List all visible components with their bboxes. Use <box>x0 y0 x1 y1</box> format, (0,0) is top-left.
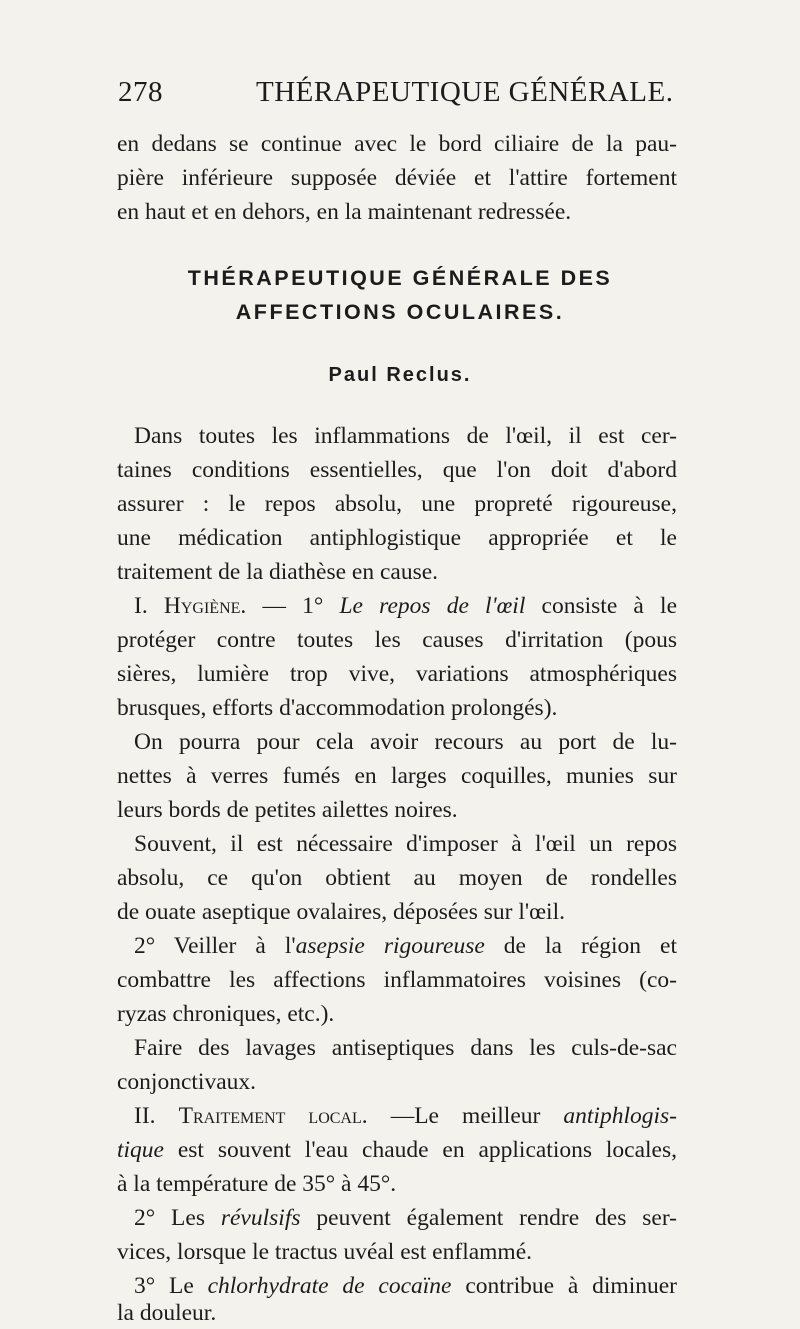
text-line: leurs bords de petites ailettes noires. <box>117 797 458 823</box>
text-line: On pourra pour cela avoir recours au port de lu- <box>134 729 677 755</box>
text-run: est souvent l'eau chaude en applications locales, <box>164 1137 677 1163</box>
text-line: une médication antiphlogistique appropriée et le <box>117 525 677 551</box>
text-line <box>134 1203 677 1233</box>
page-number: 278 <box>118 76 163 108</box>
text-line: de ouate aseptique ovalaires, déposées sur l'œil. <box>117 899 565 925</box>
text-line: en haut et en dehors, en la maintenant redressée. <box>117 199 572 225</box>
text-line: taines conditions essentielles, que l'on doit d'abord <box>117 457 677 483</box>
text-run: . — 1° <box>240 593 340 619</box>
text-run: . —Le meilleur <box>361 1103 564 1129</box>
text-line: absolu, ce qu'on obtient au moyen de rondelles <box>117 865 677 891</box>
italic-term: asepsie rigoureuse <box>295 933 485 959</box>
section-title-line-1: THÉRAPEUTIQUE GÉNÉRALE DES <box>187 266 613 290</box>
section-author: Paul Reclus. <box>328 364 472 386</box>
section-label: Hygiène <box>163 593 241 619</box>
page-header <box>118 76 674 112</box>
text-line <box>134 1101 677 1131</box>
text-run: II. <box>134 1103 179 1129</box>
text-line: Dans toutes les inflammations de l'œil, il est cer- <box>134 423 677 449</box>
text-line: sières, lumière trop vive, variations atmosphériques <box>117 661 677 687</box>
italic-term: Le repos de l'œil <box>339 593 526 619</box>
text-line <box>117 1135 677 1165</box>
text-run: contribue à diminuer <box>451 1273 677 1299</box>
text-run: peuvent également rendre des ser- <box>300 1205 677 1231</box>
text-run: consiste à le <box>525 593 678 619</box>
text-line <box>134 591 677 621</box>
text-line: brusques, efforts d'accommodation prolongés). <box>117 695 558 721</box>
text-line: pière inférieure supposée déviée et l'attire fortement <box>117 165 677 191</box>
text-line <box>134 931 677 961</box>
text-line: ryzas chroniques, etc.). <box>117 1001 335 1027</box>
italic-term: antiphlogis- <box>563 1103 677 1129</box>
text-run: 2° Les <box>134 1205 221 1231</box>
text-line: la douleur. <box>117 1300 217 1326</box>
text-line: conjonctivaux. <box>117 1069 257 1095</box>
text-run: de la région et <box>484 933 677 959</box>
section-title-line-2: AFFECTIONS OCULAIRES. <box>235 300 565 324</box>
text-line: en dedans se continue avec le bord ciliaire de la pau- <box>117 131 677 157</box>
text-line: nettes à verres fumés en larges coquilles, munies sur <box>117 763 677 789</box>
text-line: à la température de 35° à 45°. <box>117 1171 397 1197</box>
text-line: traitement de la diathèse en cause. <box>117 559 439 585</box>
section-label: Traitement local <box>178 1103 362 1129</box>
italic-term: révulsifs <box>220 1205 301 1231</box>
text-line: protéger contre toutes les causes d'irritation (pous <box>117 627 677 653</box>
running-title: THÉRAPEUTIQUE GÉNÉRALE. <box>256 76 674 108</box>
text-line: combattre les affections inflammatoires voisines (co- <box>117 967 677 993</box>
italic-term: tique <box>117 1137 164 1163</box>
text-run: 2° Veiller à l' <box>134 933 296 959</box>
italic-term: chlorhydrate de cocaïne <box>207 1273 452 1299</box>
text-line <box>134 1271 677 1301</box>
text-run: 3° Le <box>134 1273 208 1299</box>
text-line: Souvent, il est nécessaire d'imposer à l'œil un repos <box>134 831 677 857</box>
text-line: assurer : le repos absolu, une propreté rigoureuse, <box>117 491 677 517</box>
text-line: Faire des lavages antiseptiques dans les culs-de-sac <box>134 1035 677 1061</box>
text-run: I. <box>134 593 164 619</box>
text-line: vices, lorsque le tractus uvéal est enflammé. <box>117 1239 533 1265</box>
